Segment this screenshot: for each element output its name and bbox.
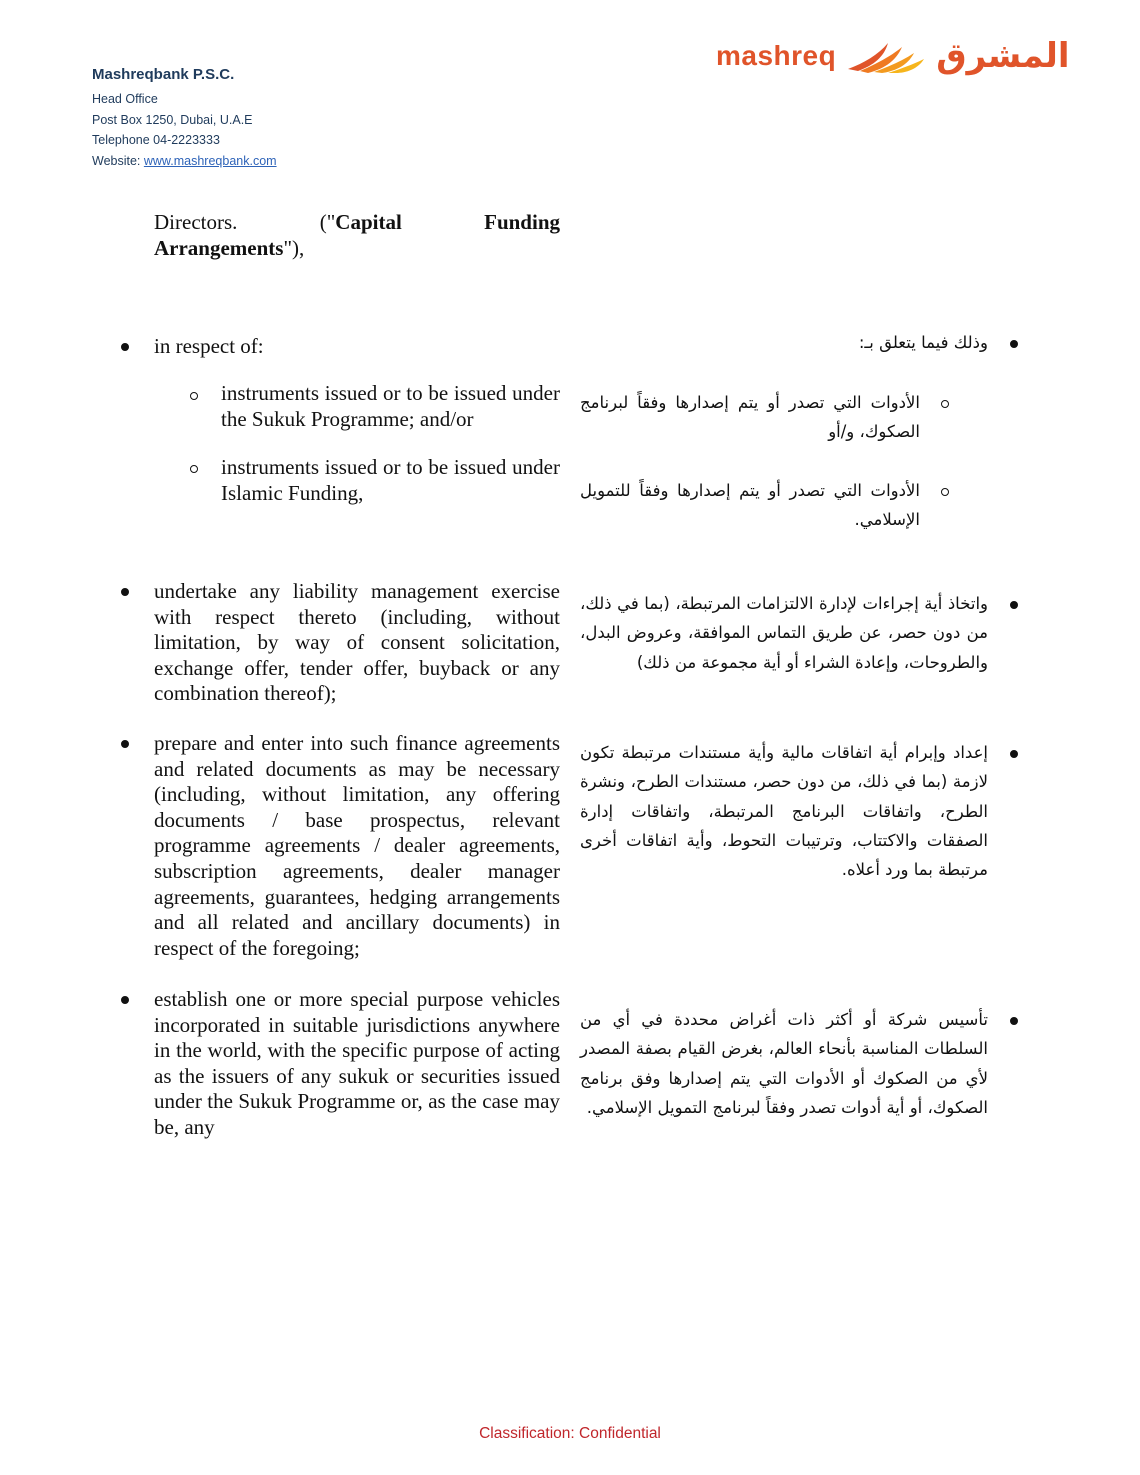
bullet-in-respect-en bbox=[121, 343, 129, 351]
sub2-en: instruments issued or to be issued under Islamic Funding, bbox=[221, 455, 560, 505]
letterhead bbox=[92, 66, 277, 171]
item1-en: undertake any liability management exercise with respect thereto (including, without limitation, by way of consent solicitation, exchange offer, tender offer, buyback or any combination thereof); bbox=[154, 579, 560, 706]
bullet-item1-en bbox=[121, 588, 129, 596]
bullet-item3-ar bbox=[1010, 1017, 1018, 1025]
intro-suffix: "), bbox=[283, 235, 305, 260]
bullet-item1-ar bbox=[1010, 601, 1018, 609]
intro-bold-term: Capital Funding Arrangements bbox=[154, 210, 560, 260]
sub1-en: instruments issued or to be issued under the Sukuk Programme; and/or bbox=[221, 381, 560, 431]
address: Post Box 1250, Dubai, U.A.E bbox=[92, 112, 253, 127]
bank-name: Mashreqbank P.S.C. bbox=[92, 66, 235, 83]
bullet-in-respect-ar bbox=[1010, 340, 1018, 348]
website-link[interactable]: www.mashreqbank.com bbox=[143, 153, 277, 168]
item3-en: establish one or more special purpose vehicles incorporated in suitable jurisdictions anywhere in the world, with the specific purpose of acting as the issuers of any sukuk or securities issued under the Sukuk Programme or, as the case may be, any bbox=[154, 987, 560, 1139]
circle-sub1-en bbox=[190, 392, 198, 400]
classification-footer: Classification: Confidential bbox=[479, 1425, 661, 1442]
sunburst-icon bbox=[844, 39, 928, 73]
item1-ar: واتخاذ أية إجراءات لإدارة الالتزامات المرتبطة، (بما في ذلك، من دون حصر، عن طريق التماس الموافقة، وعروض البدل، والطروحات، وإعادة الشراء أو أية مجموعة من ذلك) bbox=[580, 594, 988, 672]
office-label: Head Office bbox=[92, 92, 158, 106]
item2-ar: إعداد وإبرام أية اتفاقات مالية وأية مستندات مرتبطة تكون لازمة (بما في ذلك، من دون حصر، مستندات الطرح، ونشرة الطرح، واتفاقات البرنامج المرتبطة، واتفاقات إدارة الصفقات والاكتتاب، وترتيبات التحوط، وأية اتفاقات أخرى مرتبطة بما ورد أعلاه. bbox=[580, 743, 988, 880]
item2-en: prepare and enter into such finance agreements and related documents as may be necessary (including, without limitation, any offering documents / base prospectus, relevant programme agreements / dealer agreements, subscription agreements, dealer manager agreements, guarantees, hedging arrangements and all related and ancillary documents) in respect of the foregoing; bbox=[154, 731, 560, 960]
capital-funding-intro bbox=[154, 210, 560, 261]
in-respect-en: in respect of: bbox=[154, 334, 264, 358]
bullet-item2-en bbox=[121, 740, 129, 748]
item3-ar: تأسيس شركة أو أكثر ذات أغراض محددة في أي من السلطات المناسبة بأنحاء العالم، بغرض القيام بصفة المصدر لأي من الصكوك أو الأدوات التي يتم إصدارها وفق برنامج الصكوك، أو أية أدوات تصدر وفقاً لبرنامج التمويل الإسلامي. bbox=[580, 1010, 988, 1117]
in-respect-ar: وذلك فيما يتعلق بـ: bbox=[858, 333, 988, 352]
website-line bbox=[92, 151, 277, 172]
telephone: Telephone 04-2223333 bbox=[92, 133, 220, 147]
website-label: Website: bbox=[92, 153, 144, 168]
sub2-ar: الأدوات التي تصدر أو يتم إصدارها وفقاً للتمويل الإسلامي. bbox=[580, 481, 920, 530]
bullet-item2-ar bbox=[1010, 750, 1018, 758]
circle-sub2-en bbox=[190, 465, 198, 473]
sub1-ar: الأدوات التي تصدر أو يتم إصدارها وفقاً لبرنامج الصكوك، و/أو bbox=[580, 393, 920, 442]
intro-prefix: Directors. (" bbox=[154, 210, 336, 234]
logo-arabic: المشرق bbox=[936, 37, 1070, 75]
logo-english: mashreq bbox=[716, 40, 837, 71]
circle-sub1-ar bbox=[941, 400, 949, 408]
circle-sub2-ar bbox=[941, 488, 949, 496]
mashreq-logo bbox=[716, 36, 1086, 76]
bullet-item3-en bbox=[121, 996, 129, 1004]
